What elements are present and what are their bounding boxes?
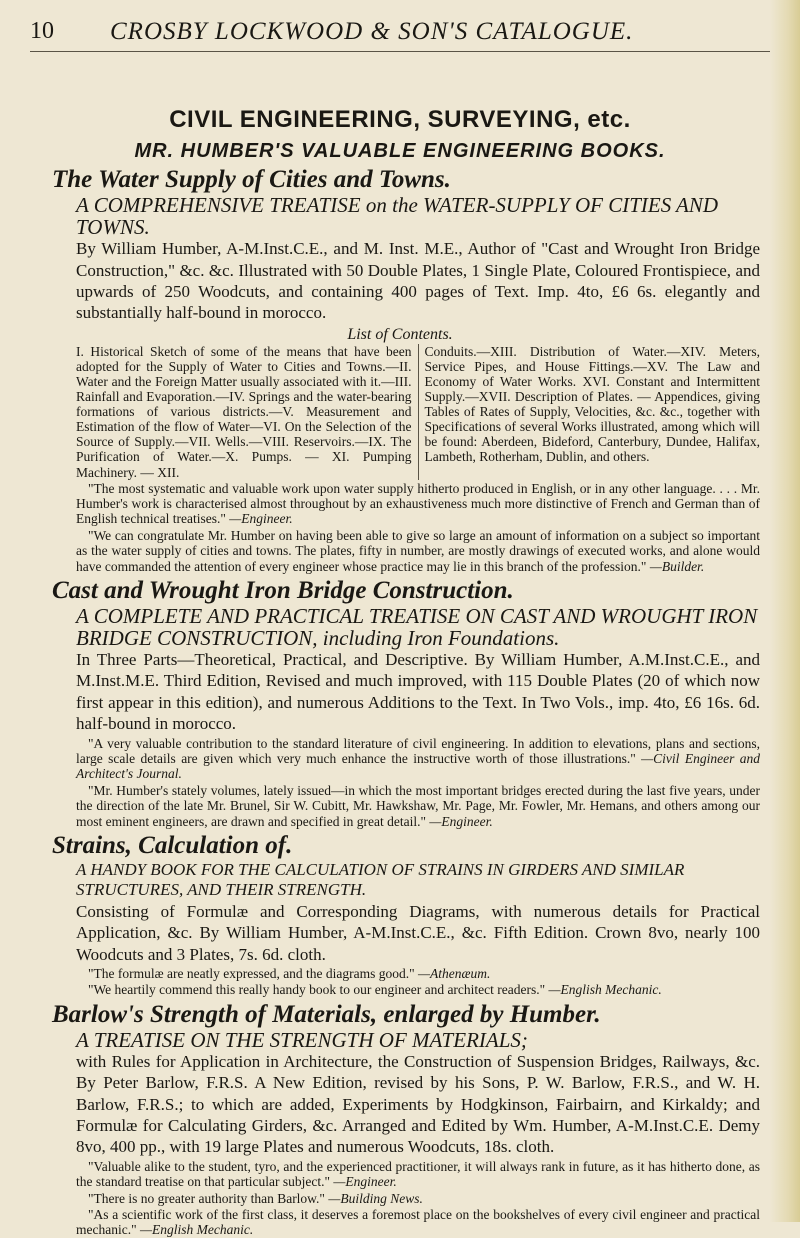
review bbox=[76, 528, 760, 574]
book-title: Strains, Calculation of. bbox=[52, 831, 293, 859]
book-subtitle: A COMPREHENSIVE TREATISE on the WATER-SUPPLY OF CITIES AND TOWNS. bbox=[76, 193, 719, 240]
review bbox=[76, 982, 760, 997]
contents-title: List of Contents. bbox=[347, 325, 453, 343]
review-source: —Engineer. bbox=[429, 813, 493, 829]
section-heading: CIVIL ENGINEERING, SURVEYING, etc. bbox=[169, 106, 631, 133]
review-quote: "The formulæ are neatly expressed, and the diagrams good." bbox=[88, 965, 415, 981]
header-rule bbox=[30, 51, 770, 52]
review-source: —Engineer. bbox=[333, 1174, 397, 1190]
review-source: —Civil Engineer and Architect's Journal. bbox=[76, 751, 760, 782]
book-entry bbox=[30, 577, 770, 829]
contents-right-column: Conduits.—XIII. Distribution of Water.—XIV. Meters, Service Pipes, and House Fittings.—XV. The Law and Economy of Water Works. XVI. Constant and Intermittent Supply.—XVII. Description of Plates. — Appendices, giving Tables of Rates of Supply, Velocities, &c. &c., together with Specifications of several Works illustrated, among which will be found: Aberdeen, Bideford, Canterbury, Dundee, Halifax, Lambeth, Rotherham, Dublin, and others. bbox=[424, 343, 760, 465]
book-description: Consisting of Formulæ and Corresponding Diagrams, with numerous details for Practical Application, &c. By William Humber, A-M.Inst.C.E., &c. Fifth Edition. Crown 8vo, nearly 100 Woodcuts and 3 Plates, 7s. 6d. cloth. bbox=[76, 901, 760, 964]
review bbox=[76, 736, 760, 782]
review-source: —English Mechanic. bbox=[548, 982, 662, 998]
page-edge-stain bbox=[770, 0, 800, 1222]
review-source: —English Mechanic. bbox=[139, 1222, 254, 1238]
review bbox=[76, 966, 760, 981]
book-title: Cast and Wrought Iron Bridge Construction. bbox=[52, 576, 514, 604]
review bbox=[76, 783, 760, 829]
running-head bbox=[30, 18, 770, 48]
review bbox=[76, 1159, 760, 1190]
contents-list bbox=[76, 344, 760, 480]
review-quote: "We can congratulate Mr. Humber on having been able to give so large an amount of information on a subject so important as the water supply of cities and towns. The plates, fifty in number, are mostly drawings of executed works, and alone would have commanded the attention of every engineer whose practice may lie in this branch of the profession." bbox=[76, 527, 760, 574]
review-quote: "Mr. Humber's stately volumes, lately issued—in which the most important bridges erected during the last five years, under the direction of the late Mr. Brunel, Sir W. Cubitt, Mr. Hawkshaw, Mr. Page, Mr. Fowler, Mr. Hemans, and others among our most eminent engineers, are drawn and specified in great detail." bbox=[76, 782, 760, 829]
book-subtitle: A COMPLETE AND PRACTICAL TREATISE ON CAST AND WROUGHT IRON BRIDGE CONSTRUCTION, including Iron Foundations. bbox=[76, 603, 758, 650]
book-description: with Rules for Application in Architecture, the Construction of Suspension Bridges, Railways, &c. By Peter Barlow, F.R.S. A New Edition, revised by his Sons, P. W. Barlow, F.R.S., and W. H. Barlow, F.R.S.; to which are added, Experiments by Hodgkinson, Fairbairn, and Kirkaldy; and Formulæ for Calculating Girders, &c. Arranged and Edited by Wm. Humber, A-M.Inst.C.E. Demy 8vo, 400 pp., with 19 large Plates and numerous Woodcuts, 18s. cloth. bbox=[76, 1051, 760, 1157]
book-entry bbox=[30, 832, 770, 998]
review-quote: "A very valuable contribution to the standard literature of civil engineering. In addition to elevations, plans and sections, large scale details are given which very much enhance the instructive worth of those illustrations." bbox=[76, 735, 760, 767]
book-description: By William Humber, A-M.Inst.C.E., and M. Inst. M.E., Author of "Cast and Wrought Iron Bridge Construction," &c. &c. Illustrated with 50 Double Plates, 1 Single Plate, Coloured Frontispiece, and upwards of 250 Woodcuts, and containing 400 pages of Text. Imp. 4to, £6 6s. elegantly and substantially half-bound in morocco. bbox=[76, 239, 760, 323]
review-quote: "As a scientific work of the first class, it deserves a foremost place on the bookshelves of every civil engineer and practical mechanic." bbox=[76, 1206, 760, 1238]
book-subtitle: A TREATISE ON THE STRENGTH OF MATERIALS; bbox=[76, 1027, 528, 1052]
review-source: —Builder. bbox=[649, 558, 705, 574]
review bbox=[76, 1207, 760, 1238]
book-description: In Three Parts—Theoretical, Practical, and Descriptive. By William Humber, A.M.Inst.C.E., and M.Inst.M.E. Third Edition, Revised and much improved, with 115 Double Plates (20 of which now first appear in this edition), and numerous Additions to the Text. In Two Vols., imp. 4to, £6 16s. 6d. half-bound in morocco. bbox=[76, 650, 760, 734]
running-title: CROSBY LOCKWOOD & SON'S CATALOGUE. bbox=[110, 18, 634, 45]
book-subtitle: A HANDY BOOK FOR THE CALCULATION OF STRAINS IN GIRDERS AND SIMILAR STRUCTURES, AND THEIR STRENGTH. bbox=[76, 859, 685, 900]
page-content bbox=[30, 62, 770, 1238]
review-quote: "There is no greater authority than Barlow." bbox=[88, 1190, 325, 1206]
review-quote: "We heartily commend this really handy book to our engineer and architect readers." bbox=[88, 982, 546, 998]
review-source: —Athenæum. bbox=[418, 965, 491, 981]
page-number: 10 bbox=[30, 18, 54, 44]
sub-heading: MR. HUMBER'S VALUABLE ENGINEERING BOOKS. bbox=[134, 140, 666, 162]
book-title: Barlow's Strength of Materials, enlarged by Humber. bbox=[52, 1000, 601, 1028]
contents-left-column: I. Historical Sketch of some of the means that have been adopted for the Supply of Water to Cities and Towns.—II. Water and the Foreign Matter usually associated with it.—III. Rainfall and Evaporation.—IV. Springs and the water-bearing formations of various districts.—V. Measurement and Estimation of the flow of Water—VI. On the Selection of the Source of Supply.—VII. Wells.—VIII. Reservoirs.—IX. The Purification of Water.—X. Pumps. — XI. Pumping Machinery. — XII. bbox=[76, 344, 419, 480]
review-quote: "Valuable alike to the student, tyro, and the experienced practitioner, it will always rank in future, as it has hitherto done, as the standard treatise on that particular subject." bbox=[76, 1158, 760, 1190]
review-source: —Engineer. bbox=[229, 511, 293, 527]
book-entry bbox=[30, 1001, 770, 1238]
review-source: —Building News. bbox=[328, 1190, 423, 1206]
review bbox=[76, 481, 760, 527]
review-quote: "The most systematic and valuable work upon water supply hitherto produced in English, or in any other language. . . . Mr. Humber's work is characterised almost throughout by an exhaustiveness much more distinctive of French and German than of English technical treatises." bbox=[76, 480, 760, 527]
book-title: The Water Supply of Cities and Towns. bbox=[52, 166, 451, 193]
book-entry bbox=[30, 166, 770, 574]
review bbox=[76, 1191, 760, 1206]
